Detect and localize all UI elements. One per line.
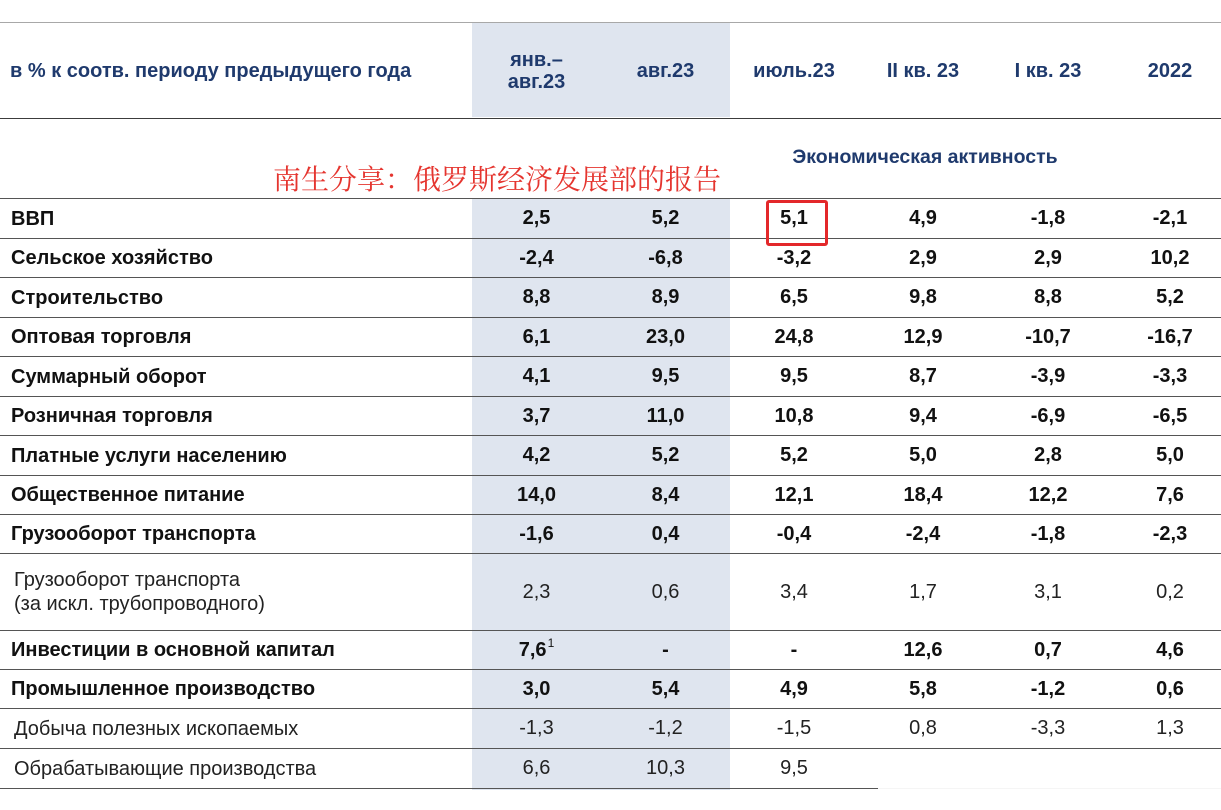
cell-aug-23: 5,2 <box>651 207 680 229</box>
cell-jul-23: 10,8 <box>774 404 814 427</box>
cell-2022: -2,3 <box>1152 522 1188 545</box>
cell-q1-23: -10,7 <box>1025 325 1071 348</box>
row-total-turnover <box>0 357 1221 397</box>
row-label: Общественное питание <box>11 484 245 506</box>
column-header-aug-23: авг.23 <box>636 59 695 82</box>
cell-jan-aug-23: 3,0 <box>522 677 551 700</box>
row-wholesale-trade <box>0 318 1221 357</box>
column-header-q2-23: II кв. 23 <box>886 59 960 82</box>
cell-q1-23: -3,3 <box>1030 717 1066 739</box>
row-label: Строительство <box>11 286 164 309</box>
cell-aug-23: 8,4 <box>651 483 680 506</box>
row-label: Промышленное производство <box>11 678 316 700</box>
cell-jul-23: 5,1 <box>780 207 808 229</box>
row-label: Добыча полезных ископаемых <box>14 717 299 740</box>
column-header-jan-aug-23: янв.– авг.23 <box>507 48 566 93</box>
section-title: Экономическая активность <box>792 146 1058 168</box>
column-header-2022: 2022 <box>1147 59 1193 82</box>
table-header-row <box>0 22 1221 119</box>
cell-jul-23: - <box>790 638 798 661</box>
cell-2022: -3,3 <box>1152 365 1188 387</box>
cell-jan-aug-23: 2,5 <box>522 207 551 229</box>
cell-jan-aug-23: 4,2 <box>522 444 551 466</box>
cell-q2-23: 8,7 <box>909 365 937 387</box>
cell-aug-23: -1,2 <box>648 717 683 739</box>
cell-value: 7,6 <box>518 638 547 661</box>
row-catering <box>0 476 1221 515</box>
cell-q2-23: 12,9 <box>903 325 943 348</box>
cell-jan-aug-23: -2,4 <box>519 246 554 269</box>
row-label: ВВП <box>11 207 55 230</box>
cell-2022: -6,5 <box>1152 404 1188 427</box>
cell-q2-23: 2,9 <box>909 246 937 269</box>
cell-2022: 1,3 <box>1156 717 1184 739</box>
cell-q2-23: 5,8 <box>909 677 937 700</box>
cell-aug-23: 10,3 <box>646 757 685 779</box>
cell-jan-aug-23: 8,8 <box>522 286 551 308</box>
row-industrial-production <box>0 670 1221 709</box>
cell-q1-23: -1,2 <box>1030 677 1066 700</box>
cell-q2-23: -2,4 <box>905 522 941 545</box>
cell-2022: 10,2 <box>1150 246 1190 269</box>
row-agriculture <box>0 239 1221 278</box>
row-label: Грузооборот транспорта <box>11 523 256 545</box>
row-paid-services <box>0 436 1221 476</box>
cell-2022: 7,6 <box>1156 483 1184 506</box>
cell-aug-23: 9,5 <box>651 365 680 387</box>
cell-2022: -2,1 <box>1152 207 1188 229</box>
row-freight-turnover-ex-pipeline <box>0 554 1221 631</box>
cell-aug-23: 0,6 <box>651 580 680 603</box>
cell-jul-23: -1,5 <box>776 717 812 739</box>
cell-jul-23: -3,2 <box>776 246 812 269</box>
cell-q2-23: 9,8 <box>909 286 937 308</box>
cell-aug-23: - <box>662 638 669 661</box>
cell-2022: 4,6 <box>1156 638 1184 661</box>
row-freight-turnover <box>0 515 1221 554</box>
cell-jan-aug-23 <box>472 631 601 669</box>
cell-aug-23: 0,4 <box>651 522 680 545</box>
cell-q1-23: -6,9 <box>1030 404 1066 427</box>
cell-aug-23: 5,4 <box>651 677 680 700</box>
table-body <box>0 198 1221 789</box>
cell-jul-23: 6,5 <box>780 286 808 308</box>
cell-aug-23: 23,0 <box>646 325 685 348</box>
cell-jan-aug-23: 3,7 <box>522 404 551 427</box>
cell-q1-23: 3,1 <box>1034 580 1062 603</box>
header-label: в % к соотв. периоду предыдущего года <box>10 59 412 82</box>
cell-jul-23: 5,2 <box>780 444 808 466</box>
cell-q2-23: 18,4 <box>903 483 943 506</box>
cell-2022: 5,0 <box>1156 444 1184 466</box>
cell-q2-23: 0,8 <box>909 717 937 739</box>
cell-q2-23: 5,0 <box>909 444 937 466</box>
row-label: Грузооборот транспорта (за искл. трубопроводного) <box>14 569 265 615</box>
cell-jan-aug-23: 2,3 <box>522 580 551 603</box>
cell-q2-23: 9,4 <box>909 404 937 427</box>
cell-q1-23: 12,2 <box>1028 483 1068 506</box>
cell-jan-aug-23: 6,6 <box>522 757 551 779</box>
cell-jul-23: 3,4 <box>780 580 808 603</box>
cell-jan-aug-23: 4,1 <box>522 365 551 387</box>
row-gdp <box>0 199 1221 239</box>
cell-2022: -16,7 <box>1147 325 1193 348</box>
row-retail-trade <box>0 397 1221 436</box>
cell-aug-23: 8,9 <box>651 286 680 308</box>
row-construction <box>0 278 1221 318</box>
cell-q1-23: 8,8 <box>1034 286 1062 308</box>
cell-q1-23: 2,9 <box>1034 246 1062 269</box>
cell-jul-23: 9,5 <box>780 365 808 387</box>
watermark-text: 南生分享：俄罗斯经济发展部的报告 <box>273 163 722 196</box>
faded-watermark-area <box>878 751 1221 810</box>
cell-jul-23: 12,1 <box>774 483 814 506</box>
cell-jan-aug-23: 14,0 <box>517 483 556 506</box>
row-label: Розничная торговля <box>11 405 213 427</box>
cell-jul-23: 4,9 <box>780 677 808 700</box>
cell-q1-23: 2,8 <box>1034 444 1062 466</box>
cell-jul-23: 9,5 <box>780 757 808 779</box>
row-label: Платные услуги населению <box>11 444 287 467</box>
highlight-box <box>766 200 828 246</box>
row-label: Обрабатывающие производства <box>14 757 317 780</box>
row-fixed-investment <box>0 631 1221 670</box>
row-label: Суммарный оборот <box>11 365 207 388</box>
row-label: Инвестиции в основной капитал <box>11 639 335 661</box>
cell-aug-23: -6,8 <box>648 246 683 269</box>
cell-aug-23: 5,2 <box>651 444 680 466</box>
row-mining <box>0 709 1221 749</box>
cell-q1-23: -3,9 <box>1030 365 1066 387</box>
cell-q1-23: -1,8 <box>1030 207 1066 229</box>
cell-q1-23: 0,7 <box>1034 638 1062 661</box>
cell-q1-23: -1,8 <box>1030 522 1066 545</box>
cell-q2-23: 1,7 <box>909 580 937 603</box>
cell-q2-23: 4,9 <box>909 207 937 229</box>
row-label: Оптовая торговля <box>11 326 192 348</box>
column-header-jul-23: июль.23 <box>753 59 835 82</box>
cell-jul-23: -0,4 <box>776 522 812 545</box>
cell-2022: 0,2 <box>1156 580 1184 603</box>
cell-jul-23: 24,8 <box>774 325 814 348</box>
column-header-q1-23: I кв. 23 <box>1014 59 1082 82</box>
row-label: Сельское хозяйство <box>11 247 213 269</box>
cell-q2-23: 12,6 <box>903 638 943 661</box>
cell-jan-aug-23: -1,6 <box>519 522 554 545</box>
footnote-mark: 1 <box>547 636 555 650</box>
cell-jan-aug-23: 6,1 <box>522 325 551 348</box>
cell-jan-aug-23: -1,3 <box>519 717 554 739</box>
cell-2022: 0,6 <box>1156 677 1184 700</box>
cell-2022: 5,2 <box>1156 286 1184 308</box>
cell-aug-23: 11,0 <box>646 404 685 427</box>
